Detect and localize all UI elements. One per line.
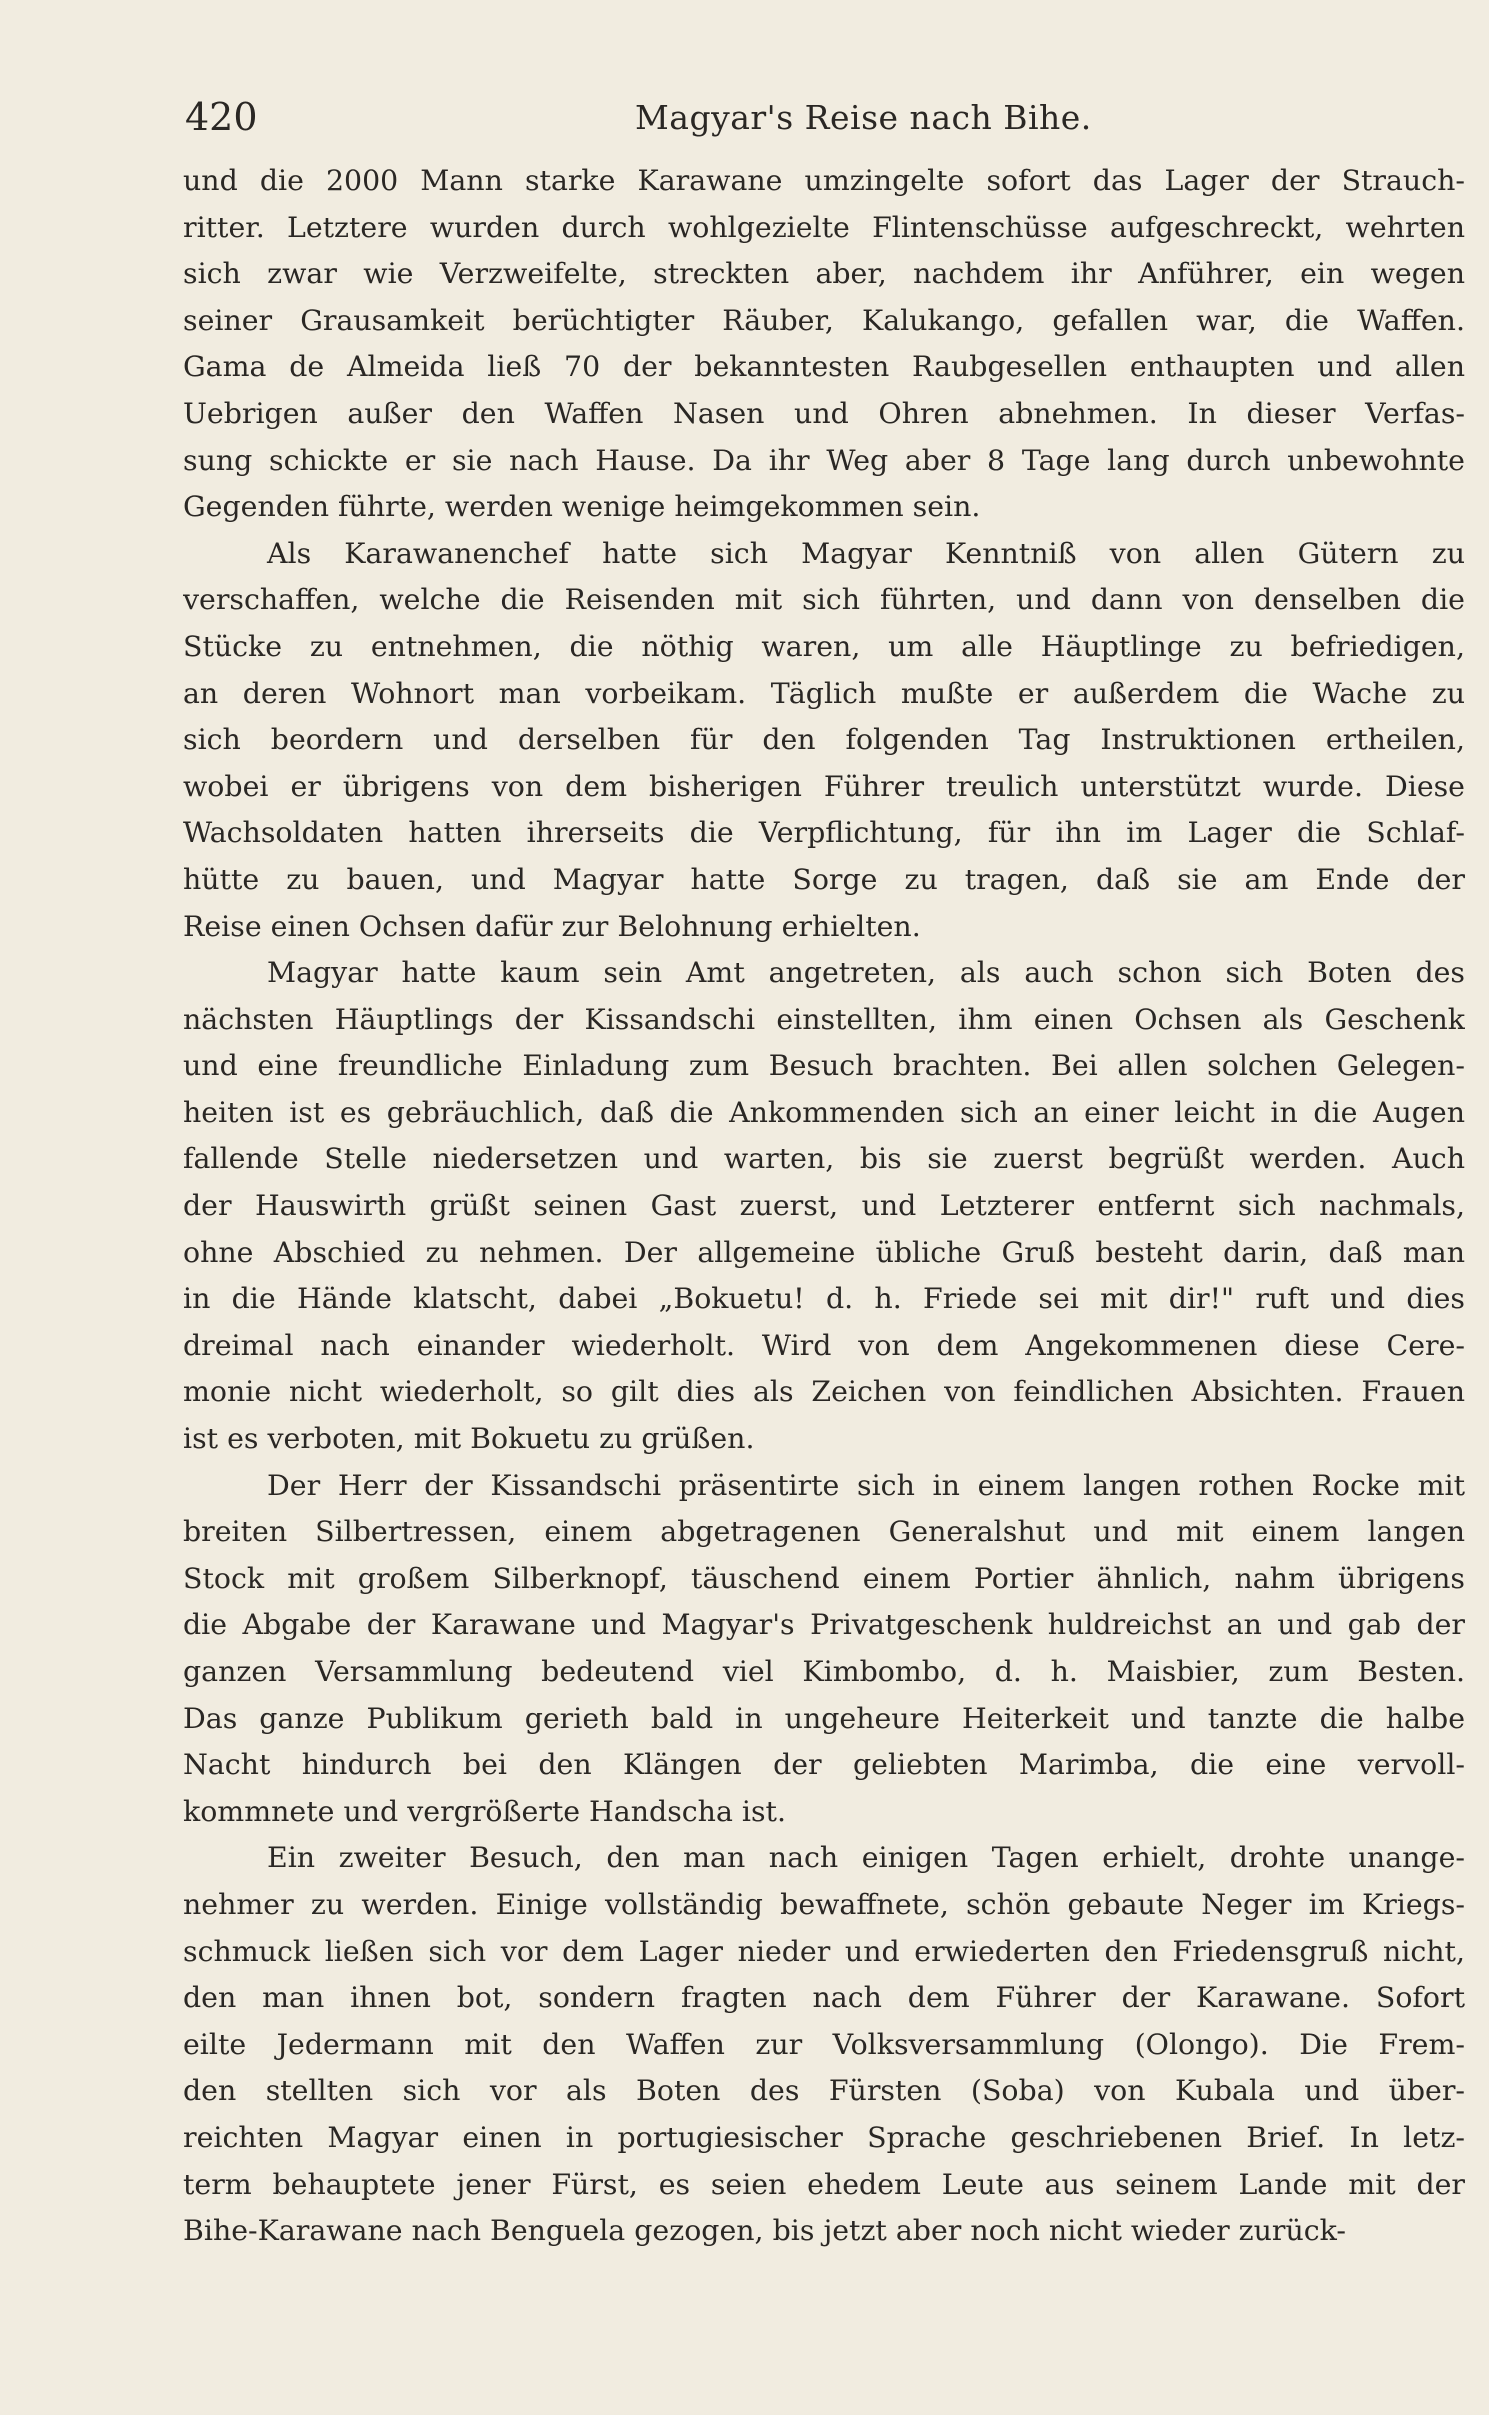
text-line: der Hauswirth grüßt seinen Gast zuerst, und Letzterer entfernt sich nachmals, — [183, 1189, 1465, 1223]
text-line: Uebrigen außer den Waffen Nasen und Ohren abnehmen. In dieser Verfas- — [183, 396, 1465, 430]
text-line: Gama de Almeida ließ 70 der bekanntesten Raubgesellen enthaupten und allen — [183, 350, 1465, 384]
text-line: und eine freundliche Einladung zum Besuch brachten. Bei allen solchen Gelegen- — [183, 1049, 1465, 1083]
text-line: dreimal nach einander wiederholt. Wird von dem Angekommenen diese Cere- — [183, 1328, 1465, 1362]
text-line: Das ganze Publikum gerieth bald in ungeheure Heiterkeit und tanzte die halbe — [183, 1701, 1465, 1735]
text-line: sung schickte er sie nach Hause. Da ihr Weg aber 8 Tage lang durch unbewohnte — [183, 443, 1465, 477]
text-line: nehmer zu werden. Einige vollständig bewaffnete, schön gebaute Neger im Kriegs- — [183, 1887, 1465, 1921]
text-line: Wachsoldaten hatten ihrerseits die Verpflichtung, für ihn im Lager die Schlaf- — [183, 816, 1465, 850]
text-line: fallende Stelle niedersetzen und warten, bis sie zuerst begrüßt werden. Auch — [183, 1142, 1465, 1176]
text-line: ist es verboten, mit Bokuetu zu grüßen. — [183, 1422, 755, 1456]
text-line: seiner Grausamkeit berüchtigter Räuber, Kalukango, gefallen war, die Waffen. — [183, 303, 1465, 337]
text-line: Der Herr der Kissandschi präsentirte sich in einem langen rothen Rocke mit — [267, 1468, 1465, 1502]
text-line: monie nicht wiederholt, so gilt dies als Zeichen von feindlichen Absichten. Frauen — [183, 1375, 1465, 1409]
text-line: verschaffen, welche die Reisenden mit sich führten, und dann von denselben die — [183, 583, 1465, 617]
paragraph — [183, 531, 1465, 950]
paragraph — [183, 158, 1465, 531]
text-line: heiten ist es gebräuchlich, daß die Ankommenden sich an einer leicht in die Augen — [183, 1095, 1465, 1129]
text-line: sich zwar wie Verzweifelte, streckten aber, nachdem ihr Anführer, ein wegen — [183, 257, 1465, 291]
text-line: an deren Wohnort man vorbeikam. Täglich mußte er außerdem die Wache zu — [183, 676, 1465, 710]
page-number: 420 — [185, 95, 258, 139]
text-line: hütte zu bauen, und Magyar hatte Sorge zu tragen, daß sie am Ende der — [183, 862, 1465, 896]
page-header — [180, 95, 1450, 151]
text-line: in die Hände klatscht, dabei „Bokuetu! d. h. Friede sei mit dir!" ruft und dies — [183, 1282, 1465, 1316]
text-line: die Abgabe der Karawane und Magyar's Privatgeschenk huldreichst an und gab der — [183, 1608, 1465, 1642]
paragraph — [183, 950, 1465, 1463]
text-line: Ein zweiter Besuch, den man nach einigen Tagen erhielt, drohte unange- — [267, 1841, 1465, 1875]
text-line: Stücke zu entnehmen, die nöthig waren, um alle Häuptlinge zu befriedigen, — [183, 629, 1465, 663]
text-line: eilte Jedermann mit den Waffen zur Volksversammlung (Olongo). Die Frem- — [183, 2027, 1465, 2061]
text-line: wobei er übrigens von dem bisherigen Führer treulich unterstützt wurde. Diese — [183, 769, 1465, 803]
text-line: Als Karawanenchef hatte sich Magyar Kenntniß von allen Gütern zu — [267, 536, 1465, 570]
text-line: ganzen Versammlung bedeutend viel Kimbombo, d. h. Maisbier, zum Besten. — [183, 1655, 1465, 1688]
text-line: ohne Abschied zu nehmen. Der allgemeine übliche Gruß besteht darin, daß man — [183, 1235, 1465, 1269]
text-line: Nacht hindurch bei den Klängen der geliebten Marimba, die eine vervoll- — [183, 1748, 1465, 1782]
text-line: term behauptete jener Fürst, es seien ehedem Leute aus seinem Lande mit der — [183, 2167, 1465, 2201]
running-title: Magyar's Reise nach Bihe. — [635, 98, 1092, 137]
text-line: Reise einen Ochsen dafür zur Belohnung erhielten. — [183, 909, 921, 943]
text-line: ritter. Letztere wurden durch wohlgezielte Flintenschüsse aufgeschreckt, wehrten — [183, 210, 1465, 244]
text-line: und die 2000 Mann starke Karawane umzingelte sofort das Lager der Strauch- — [183, 164, 1465, 197]
text-line: nächsten Häuptlings der Kissandschi einstellten, ihm einen Ochsen als Geschenk — [183, 1002, 1465, 1036]
text-line: den stellten sich vor als Boten des Fürsten (Soba) von Kubala und über- — [183, 2074, 1465, 2108]
paragraph — [183, 1835, 1465, 2254]
text-line: breiten Silbertressen, einem abgetragenen Generalshut und mit einem langen — [183, 1515, 1465, 1549]
text-line: Gegenden führte, werden wenige heimgekommen sein. — [183, 490, 981, 524]
paragraph — [183, 1463, 1465, 1836]
text-line: reichten Magyar einen in portugiesischer Sprache geschriebenen Brief. In letz- — [183, 2120, 1465, 2154]
text-line: Magyar hatte kaum sein Amt angetreten, als auch schon sich Boten des — [267, 956, 1465, 990]
text-line: sich beordern und derselben für den folgenden Tag Instruktionen ertheilen, — [183, 723, 1465, 757]
text-line: Bihe-Karawane nach Benguela gezogen, bis jetzt aber noch nicht wieder zurück- — [183, 2214, 1346, 2248]
text-line: Stock mit großem Silberknopf, täuschend einem Portier ähnlich, nahm übrigens — [183, 1561, 1465, 1595]
text-line: schmuck ließen sich vor dem Lager nieder und erwiederten den Friedensgruß nicht, — [183, 1934, 1465, 1968]
text-line: den man ihnen bot, sondern fragten nach dem Führer der Karawane. Sofort — [183, 1981, 1465, 2015]
body-text — [183, 158, 1465, 2255]
text-line: kommnete und vergrößerte Handscha ist. — [183, 1794, 786, 1828]
